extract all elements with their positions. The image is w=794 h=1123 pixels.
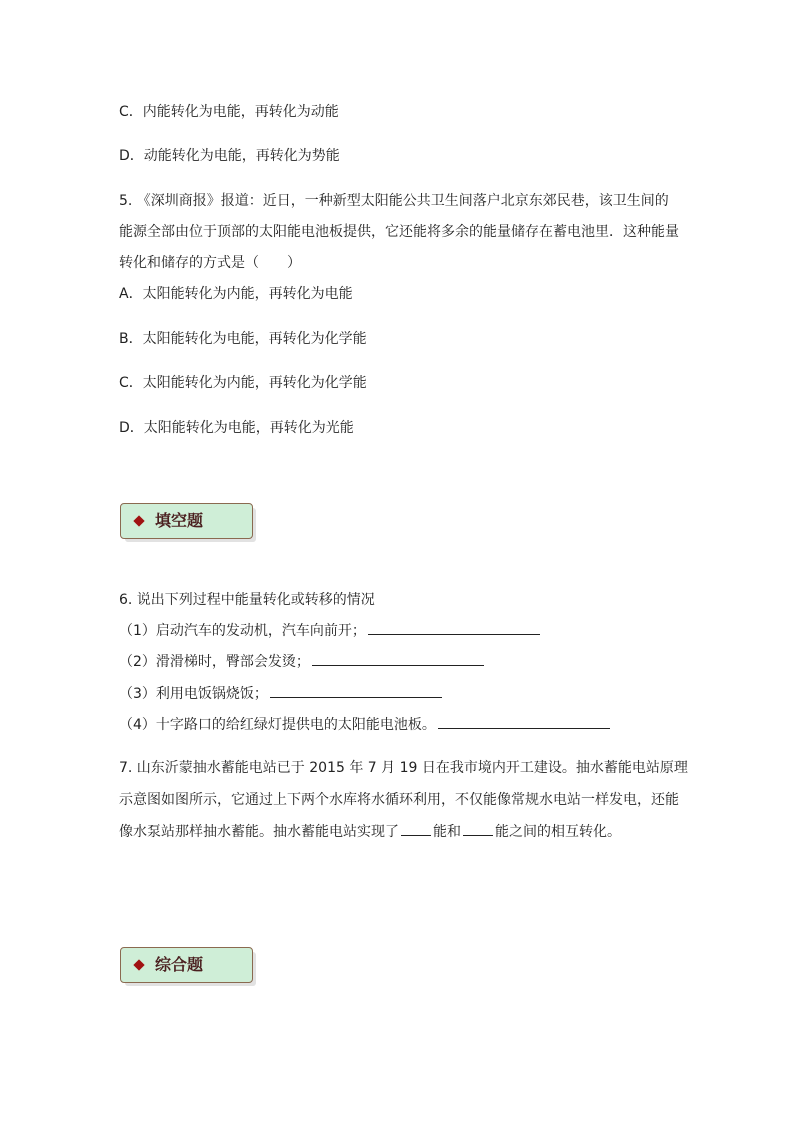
q5-option-a: A．太阳能转化为内能，再转化为电能 — [119, 286, 353, 302]
q7-line2: 示意图如图所示，它通过上下两个水库将水循环利用，不仅能像常规水电站一样发电，还能 — [119, 792, 679, 808]
q7-line3-part1: 像水泵站那样抽水蓄能。抽水蓄能电站实现了 — [119, 824, 399, 840]
q7-line3 — [119, 821, 621, 842]
q5-option-d: D．太阳能转化为电能，再转化为光能 — [119, 420, 354, 436]
q5-stem-line1: 5. 《深圳商报》报道：近日，一种新型太阳能公共卫生间落户北京东郊民巷，该卫生间的 — [119, 193, 669, 209]
q6-item-4-text: （4）十字路口的给红绿灯提供电的太阳能电池板。 — [119, 717, 436, 733]
section-title: 综合题 — [155, 955, 204, 974]
q7-line3-part3: 能之间的相互转化。 — [495, 824, 621, 840]
answer-blank[interactable] — [438, 714, 610, 729]
q7-line1: 7. 山东沂蒙抽水蓄能电站已于 2015 年 7 月 19 日在我市境内开工建设。抽水蓄能电站原理 — [119, 760, 688, 776]
q6-item-3 — [119, 683, 442, 704]
q4-option-d: D．动能转化为电能，再转化为势能 — [119, 148, 340, 164]
q6-stem: 6. 说出下列过程中能量转化或转移的情况 — [119, 592, 375, 608]
q4-option-c: C．内能转化为电能，再转化为动能 — [119, 104, 339, 120]
diamond-icon — [133, 515, 144, 526]
q5-stem-line2: 能源全部由位于顶部的太阳能电池板提供，它还能将多余的能量储存在蓄电池里．这种能量 — [119, 224, 679, 240]
section-header-fill-in — [120, 503, 253, 539]
section-title: 填空题 — [155, 511, 204, 530]
answer-blank[interactable] — [270, 683, 442, 698]
q6-item-1 — [119, 620, 540, 641]
q5-stem-line3: 转化和储存的方式是（ ） — [119, 255, 301, 271]
answer-blank[interactable] — [463, 821, 493, 836]
diamond-icon — [133, 959, 144, 970]
q6-item-2-text: （2）滑滑梯时，臀部会发烫； — [119, 654, 310, 670]
answer-blank[interactable] — [401, 821, 431, 836]
q5-option-b: B．太阳能转化为电能，再转化为化学能 — [119, 331, 367, 347]
answer-blank[interactable] — [312, 651, 484, 666]
q7-line3-part2: 能和 — [433, 824, 461, 840]
q6-item-3-text: （3）利用电饭锅烧饭； — [119, 686, 268, 702]
q6-item-1-text: （1）启动汽车的发动机，汽车向前开； — [119, 623, 366, 639]
answer-blank[interactable] — [368, 620, 540, 635]
q6-item-2 — [119, 651, 484, 672]
section-header-comprehensive — [120, 947, 253, 983]
q5-option-c: C．太阳能转化为内能，再转化为化学能 — [119, 375, 367, 391]
q6-item-4 — [119, 714, 610, 735]
